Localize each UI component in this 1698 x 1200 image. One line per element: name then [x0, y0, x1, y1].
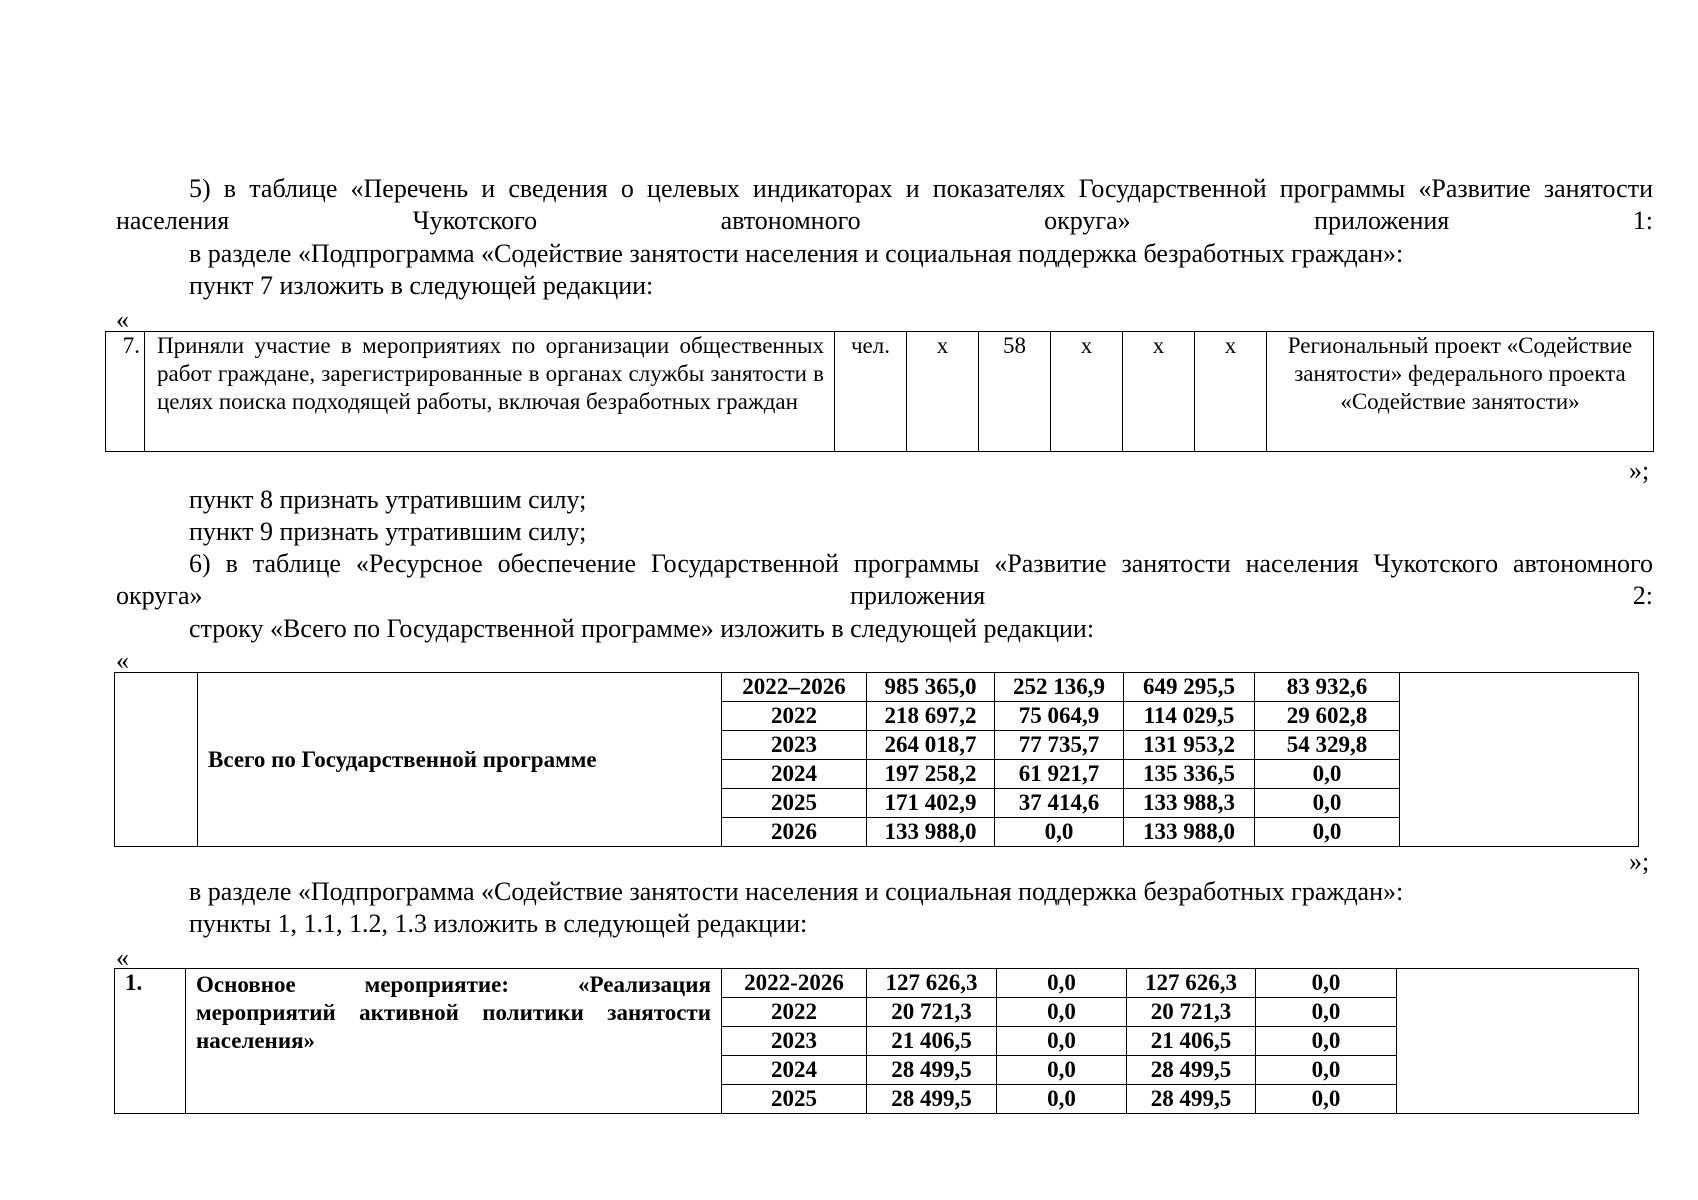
period-cell: 2022 — [722, 702, 867, 731]
value-cell: 28 499,5 — [867, 1056, 997, 1085]
value-cell: 218 697,2 — [867, 702, 995, 731]
value-cell: 114 029,5 — [1124, 702, 1255, 731]
value-cell: 649 295,5 — [1124, 673, 1255, 702]
period-cell: 2025 — [722, 789, 867, 818]
period-cell: 2025 — [722, 1085, 867, 1114]
value-cell: 0,0 — [995, 818, 1124, 847]
value-cell: 0,0 — [997, 1085, 1127, 1114]
empty-cell — [1397, 969, 1639, 1114]
value-cell: 83 932,6 — [1255, 673, 1400, 702]
items-intro: пункты 1, 1.1, 1.2, 1.3 изложить в следующей редакции: — [189, 909, 808, 938]
item8-text: пункт 8 признать утратившим силу; — [189, 485, 587, 514]
value-cell: 29 602,8 — [1255, 702, 1400, 731]
value-cell: 135 336,5 — [1124, 760, 1255, 789]
item7-intro: пункт 7 изложить в следующей редакции: — [189, 271, 654, 300]
value-cell: 131 953,2 — [1124, 731, 1255, 760]
period-cell: 2024 — [722, 760, 867, 789]
total-intro: строку «Всего по Государственной программе» изложить в следующей редакции: — [189, 614, 1095, 643]
value-cell: 0,0 — [997, 969, 1127, 998]
value-cell: 0,0 — [997, 998, 1127, 1027]
empty-cell — [1400, 673, 1639, 847]
indicator-row — [106, 332, 1654, 452]
indicator-number: 7. — [106, 332, 145, 452]
period-cell: 2022-2026 — [722, 969, 867, 998]
indicator-value: х — [1123, 332, 1195, 452]
value-cell: 0,0 — [997, 1027, 1127, 1056]
value-cell: 0,0 — [1255, 760, 1400, 789]
value-cell: 133 988,3 — [1124, 789, 1255, 818]
activity-title: Основное мероприятие: «Реализация мероприятий активной политики занятости населения» — [186, 969, 722, 1114]
value-cell: 28 499,5 — [1127, 1056, 1256, 1085]
indicator-value: х — [907, 332, 979, 452]
value-cell: 77 735,7 — [995, 731, 1124, 760]
period-cell: 2022–2026 — [722, 673, 867, 702]
open-quote-3: « — [116, 943, 129, 972]
value-cell: 37 414,6 — [995, 789, 1124, 818]
value-cell: 171 402,9 — [867, 789, 995, 818]
value-cell: 0,0 — [1256, 969, 1397, 998]
section-intro-2: в разделе «Подпрограмма «Содействие занятости населения и социальная поддержка безработных граждан»: — [189, 877, 1404, 906]
value-cell: 0,0 — [1256, 1085, 1397, 1114]
indicator-description: Приняли участие в мероприятиях по организации общественных работ граждане, зарегистрированные в органах службы занятости в целях поиска подходящей работы, включая безработных граждан — [145, 332, 835, 452]
item9-text: пункт 9 признать утратившим силу; — [189, 517, 587, 546]
value-cell: 0,0 — [1255, 818, 1400, 847]
total-resource-table — [114, 672, 1639, 847]
value-cell: 133 988,0 — [867, 818, 995, 847]
open-quote-1: « — [116, 305, 129, 334]
indicator-value: х — [1195, 332, 1267, 452]
value-cell: 21 406,5 — [1127, 1027, 1256, 1056]
section-intro-1: в разделе «Подпрограмма «Содействие занятости населения и социальная поддержка безработных граждан»: — [189, 239, 1404, 268]
period-cell: 2024 — [722, 1056, 867, 1085]
value-cell: 127 626,3 — [867, 969, 997, 998]
value-cell: 28 499,5 — [867, 1085, 997, 1114]
value-cell: 264 018,7 — [867, 731, 995, 760]
value-cell: 0,0 — [1255, 789, 1400, 818]
paragraph-6: 6) в таблице «Ресурсное обеспечение Государственной программы «Развитие занятости населения Чукотского автономного округа» приложения 2: — [116, 549, 1653, 610]
value-cell: 133 988,0 — [1124, 818, 1255, 847]
indicator-unit: чел. — [835, 332, 907, 452]
indicator-value: 58 — [979, 332, 1051, 452]
value-cell: 197 258,2 — [867, 760, 995, 789]
empty-cell — [115, 673, 198, 847]
close-quote-1: »; — [1629, 456, 1650, 485]
indicator-value: х — [1051, 332, 1123, 452]
value-cell: 61 921,7 — [995, 760, 1124, 789]
activity-table — [114, 968, 1639, 1114]
value-cell: 127 626,3 — [1127, 969, 1256, 998]
value-cell: 0,0 — [997, 1056, 1127, 1085]
value-cell: 20 721,3 — [867, 998, 997, 1027]
period-cell: 2026 — [722, 818, 867, 847]
value-cell: 252 136,9 — [995, 673, 1124, 702]
close-quote-2: »; — [1629, 847, 1650, 876]
value-cell: 0,0 — [1256, 998, 1397, 1027]
value-cell: 20 721,3 — [1127, 998, 1256, 1027]
activity-number: 1. — [115, 969, 186, 1114]
period-cell: 2023 — [722, 1027, 867, 1056]
period-cell: 2023 — [722, 731, 867, 760]
table-row — [115, 673, 1639, 702]
value-cell: 28 499,5 — [1127, 1085, 1256, 1114]
value-cell: 75 064,9 — [995, 702, 1124, 731]
table-row — [115, 969, 1639, 998]
indicator-table — [105, 331, 1654, 452]
period-cell: 2022 — [722, 998, 867, 1027]
open-quote-2: « — [116, 646, 129, 675]
value-cell: 54 329,8 — [1255, 731, 1400, 760]
value-cell: 0,0 — [1256, 1056, 1397, 1085]
value-cell: 0,0 — [1256, 1027, 1397, 1056]
total-title: Всего по Государственной программе — [198, 673, 722, 847]
value-cell: 21 406,5 — [867, 1027, 997, 1056]
value-cell: 985 365,0 — [867, 673, 995, 702]
paragraph-5: 5) в таблице «Перечень и сведения о целевых индикаторах и показателях Государственной программы «Развитие занятости населения Чукотского автономного округа» приложения 1: — [116, 174, 1653, 235]
indicator-source: Региональный проект «Содействие занятости» федерального проекта «Содействие занятости» — [1267, 332, 1654, 452]
